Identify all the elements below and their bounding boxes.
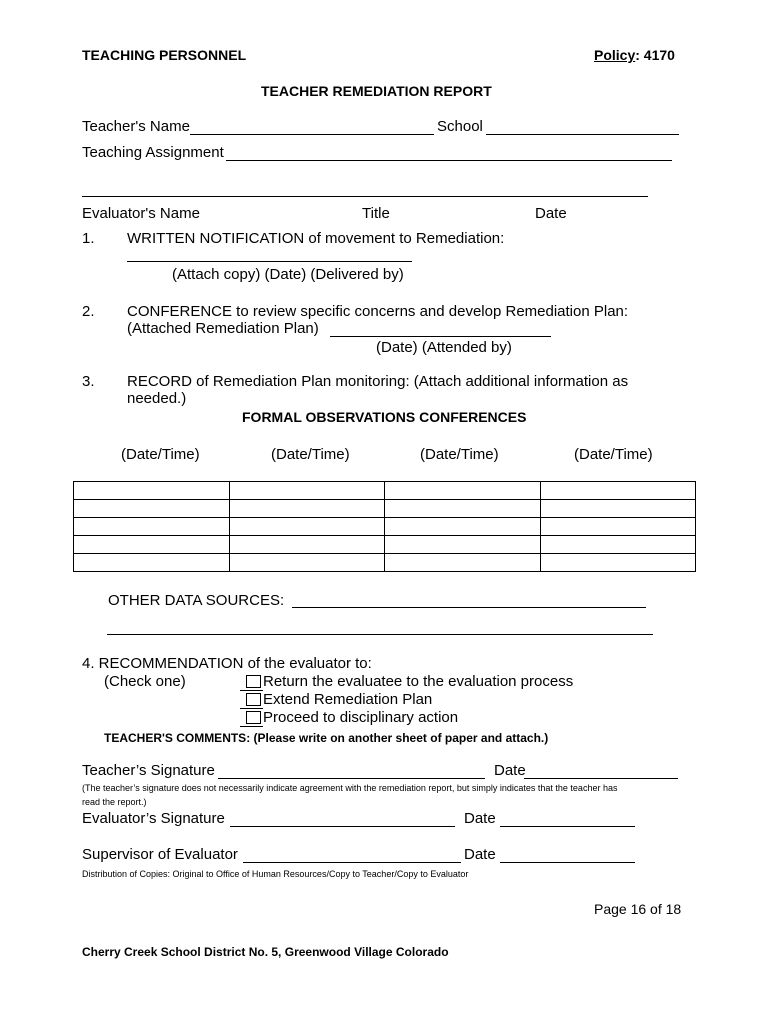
table-cell[interactable] — [385, 482, 541, 500]
section-3-heading: RECORD of Remediation Plan monitoring: (Attach additional information as — [127, 373, 629, 390]
section-1-field[interactable] — [127, 261, 412, 262]
table-cell[interactable] — [229, 518, 385, 536]
section-2-number: 2. — [82, 303, 95, 320]
table-cell[interactable] — [74, 482, 230, 500]
teachers-name-label: Teacher's Name — [82, 118, 190, 135]
policy-value: : 4170 — [635, 47, 675, 63]
district-footer: Cherry Creek School District No. 5, Greenwood Village Colorado — [82, 945, 449, 959]
teachers-name-field[interactable] — [190, 134, 434, 135]
supervisor-signature-field[interactable] — [243, 862, 461, 863]
table-cell[interactable] — [540, 518, 696, 536]
table-cell[interactable] — [229, 554, 385, 572]
table-cell[interactable] — [385, 500, 541, 518]
header-section-title: TEACHING PERSONNEL — [82, 47, 247, 63]
teacher-comments-note: TEACHER'S COMMENTS: (Please write on another sheet of paper and attach.) — [104, 731, 549, 745]
checkbox[interactable] — [246, 675, 261, 688]
table-row — [74, 536, 696, 554]
teaching-assignment-label: Teaching Assignment — [82, 144, 224, 161]
distribution-note: Distribution of Copies: Original to Office of Human Resources/Copy to Teacher/Copy to Evaluator — [82, 869, 469, 879]
teacher-date-field[interactable] — [524, 778, 678, 779]
option-return-evaluation[interactable] — [240, 673, 573, 691]
check-one-label: (Check one) — [104, 673, 186, 690]
section-1-number: 1. — [82, 230, 95, 247]
table-cell[interactable] — [229, 482, 385, 500]
document-title: TEACHER REMEDIATION REPORT — [261, 83, 492, 99]
evaluator-date-label: Date — [535, 205, 567, 222]
table-cell[interactable] — [74, 500, 230, 518]
table-cell[interactable] — [229, 500, 385, 518]
table-cell[interactable] — [540, 500, 696, 518]
school-field[interactable] — [486, 134, 679, 135]
option-label: Proceed to disciplinary action — [263, 709, 459, 726]
evaluator-signature-field[interactable] — [230, 826, 455, 827]
checkbox[interactable] — [246, 693, 261, 706]
column-header-2: (Date/Time) — [271, 446, 350, 463]
table-cell[interactable] — [540, 554, 696, 572]
evaluator-title-label: Title — [362, 205, 390, 222]
table-row — [74, 500, 696, 518]
table-cell[interactable] — [229, 536, 385, 554]
section-2-attached-plan: (Attached Remediation Plan) — [127, 320, 319, 337]
column-header-1: (Date/Time) — [121, 446, 200, 463]
other-data-sources-label: OTHER DATA SOURCES: — [108, 592, 285, 609]
column-header-3: (Date/Time) — [420, 446, 499, 463]
table-row — [74, 482, 696, 500]
supervisor-signature-label: Supervisor of Evaluator — [82, 846, 238, 863]
evaluators-name-label: Evaluator's Name — [82, 205, 200, 222]
table-cell[interactable] — [74, 536, 230, 554]
teacher-signature-label: Teacher’s Signature — [82, 762, 215, 779]
observations-heading: FORMAL OBSERVATIONS CONFERENCES — [242, 409, 527, 425]
teaching-assignment-field[interactable] — [226, 160, 672, 161]
page-number: Page 16 of 18 — [594, 901, 682, 917]
evaluator-date-field[interactable] — [500, 826, 635, 827]
policy-number — [594, 47, 675, 63]
section-2-field[interactable] — [330, 336, 551, 337]
table-cell[interactable] — [385, 554, 541, 572]
table-cell[interactable] — [74, 518, 230, 536]
other-data-sources-field[interactable] — [292, 607, 646, 608]
signature-disclaimer-line-1: (The teacher’s signature does not necessarily indicate agreement with the remediation report, but simply indicates that the teacher has — [82, 783, 618, 793]
evaluator-signature-label: Evaluator’s Signature — [82, 810, 225, 827]
column-header-4: (Date/Time) — [574, 446, 653, 463]
table-cell[interactable] — [385, 536, 541, 554]
option-label: Return the evaluatee to the evaluation process — [263, 673, 574, 690]
section-3-heading-continued: needed.) — [127, 390, 187, 407]
supervisor-date-label: Date — [464, 846, 496, 863]
evaluator-date-label: Date — [464, 810, 496, 827]
teacher-signature-field[interactable] — [218, 778, 485, 779]
section-1-subcaption: (Attach copy) (Date) (Delivered by) — [172, 266, 404, 283]
table-cell[interactable] — [540, 536, 696, 554]
table-row — [74, 554, 696, 572]
checkbox[interactable] — [246, 711, 261, 724]
table-row — [74, 518, 696, 536]
option-extend-plan[interactable] — [240, 691, 432, 709]
option-disciplinary-action[interactable] — [240, 709, 458, 727]
table-cell[interactable] — [540, 482, 696, 500]
supervisor-date-field[interactable] — [500, 862, 635, 863]
section-2-subcaption: (Date) (Attended by) — [376, 339, 512, 356]
observations-table — [73, 481, 696, 572]
section-3-number: 3. — [82, 373, 95, 390]
section-1-heading: WRITTEN NOTIFICATION of movement to Remediation: — [127, 230, 505, 247]
teacher-date-label: Date — [494, 762, 526, 779]
policy-label: Policy — [594, 47, 636, 63]
table-cell[interactable] — [385, 518, 541, 536]
signature-disclaimer-line-2: read the report.) — [82, 797, 147, 807]
option-label: Extend Remediation Plan — [263, 691, 433, 708]
evaluator-signature-line[interactable] — [82, 196, 648, 197]
section-2-heading: CONFERENCE to review specific concerns and develop Remediation Plan: — [127, 303, 629, 320]
section-4-heading: 4. RECOMMENDATION of the evaluator to: — [82, 655, 372, 672]
table-cell[interactable] — [74, 554, 230, 572]
school-label: School — [437, 118, 483, 135]
other-data-sources-field-2[interactable] — [107, 634, 653, 635]
